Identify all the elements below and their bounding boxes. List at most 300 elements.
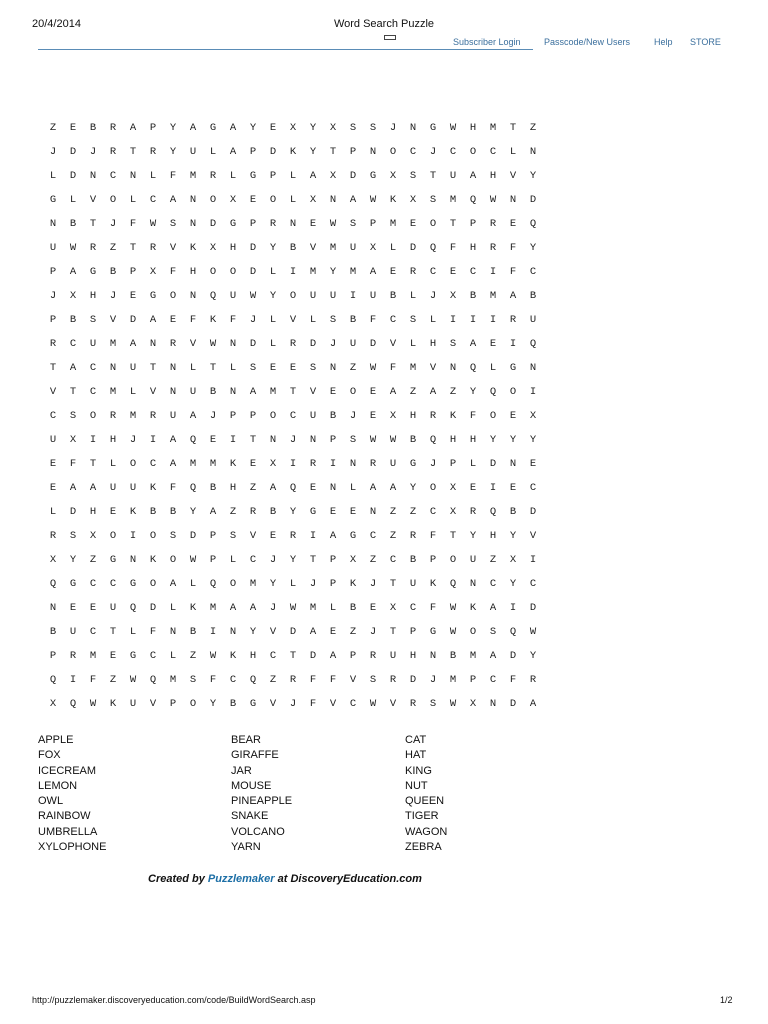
grid-letter: D xyxy=(489,458,497,470)
grid-letter: M xyxy=(249,578,257,590)
grid-letter: V xyxy=(309,386,317,398)
grid-letter: W xyxy=(129,674,137,686)
grid-letter: N xyxy=(169,626,177,638)
grid-letter: S xyxy=(229,530,237,542)
grid-letter: T xyxy=(449,530,457,542)
grid-letter: G xyxy=(89,266,97,278)
grid-letter: Z xyxy=(109,674,117,686)
grid-letter: P xyxy=(209,530,217,542)
grid-letter: J xyxy=(249,314,257,326)
grid-letter: T xyxy=(49,362,57,374)
grid-letter: T xyxy=(249,434,257,446)
grid-row xyxy=(43,284,543,308)
grid-letter: F xyxy=(389,362,397,374)
grid-letter: M xyxy=(89,650,97,662)
grid-letter: Y xyxy=(509,434,517,446)
grid-letter: O xyxy=(89,410,97,422)
grid-letter: P xyxy=(329,578,337,590)
grid-letter: F xyxy=(309,674,317,686)
grid-letter: C xyxy=(489,146,497,158)
grid-letter: G xyxy=(69,578,77,590)
grid-letter: T xyxy=(449,218,457,230)
grid-letter: C xyxy=(409,602,417,614)
grid-letter: O xyxy=(109,194,117,206)
grid-letter: D xyxy=(309,650,317,662)
grid-letter: Z xyxy=(349,626,357,638)
grid-letter: M xyxy=(109,338,117,350)
grid-letter: I xyxy=(89,434,97,446)
grid-letter: N xyxy=(189,218,197,230)
grid-letter: U xyxy=(389,458,397,470)
grid-letter: W xyxy=(149,218,157,230)
word-item: SNAKE xyxy=(231,810,269,823)
grid-letter: F xyxy=(149,626,157,638)
grid-letter: C xyxy=(469,266,477,278)
grid-letter: L xyxy=(169,602,177,614)
grid-row xyxy=(43,668,543,692)
grid-letter: K xyxy=(429,578,437,590)
grid-letter: M xyxy=(209,602,217,614)
grid-letter: K xyxy=(109,698,117,710)
word-item: MOUSE xyxy=(231,779,272,792)
grid-letter: Y xyxy=(529,650,537,662)
word-item: TIGER xyxy=(405,810,439,823)
grid-letter: A xyxy=(189,122,197,134)
grid-letter: X xyxy=(529,410,537,422)
grid-letter: L xyxy=(109,458,117,470)
grid-letter: H xyxy=(409,650,417,662)
grid-letter: G xyxy=(109,554,117,566)
grid-letter: N xyxy=(529,362,537,374)
grid-letter: U xyxy=(49,434,57,446)
grid-letter: D xyxy=(209,218,217,230)
grid-letter: M xyxy=(129,410,137,422)
grid-letter: E xyxy=(89,602,97,614)
grid-row xyxy=(43,500,543,524)
grid-letter: C xyxy=(429,266,437,278)
grid-row xyxy=(43,476,543,500)
grid-letter: B xyxy=(329,410,337,422)
grid-letter: N xyxy=(89,170,97,182)
grid-letter: L xyxy=(189,578,197,590)
grid-letter: E xyxy=(269,530,277,542)
grid-letter: Y xyxy=(469,386,477,398)
grid-letter: J xyxy=(429,674,437,686)
grid-letter: Z xyxy=(269,674,277,686)
word-item: PINEAPPLE xyxy=(231,795,293,808)
grid-letter: P xyxy=(49,266,57,278)
grid-letter: W xyxy=(209,338,217,350)
grid-letter: R xyxy=(409,266,417,278)
grid-letter: W xyxy=(209,650,217,662)
nav-link-store[interactable]: STORE xyxy=(690,37,721,47)
grid-letter: E xyxy=(329,506,337,518)
grid-letter: Q xyxy=(509,626,517,638)
grid-letter: X xyxy=(469,698,477,710)
grid-letter: K xyxy=(349,578,357,590)
grid-letter: G xyxy=(349,530,357,542)
grid-letter: L xyxy=(409,338,417,350)
word-item: QUEEN xyxy=(405,795,445,808)
grid-letter: J xyxy=(269,602,277,614)
grid-letter: S xyxy=(169,218,177,230)
grid-letter: I xyxy=(329,458,337,470)
grid-letter: K xyxy=(289,146,297,158)
grid-letter: K xyxy=(209,314,217,326)
grid-letter: D xyxy=(409,674,417,686)
grid-letter: S xyxy=(489,626,497,638)
grid-letter: I xyxy=(489,266,497,278)
page-title: Word Search Puzzle xyxy=(333,18,435,30)
grid-letter: X xyxy=(49,698,57,710)
grid-letter: N xyxy=(129,170,137,182)
grid-letter: U xyxy=(529,314,537,326)
grid-letter: Z xyxy=(369,554,377,566)
grid-letter: T xyxy=(309,554,317,566)
grid-letter: N xyxy=(309,434,317,446)
grid-letter: H xyxy=(249,650,257,662)
grid-letter: E xyxy=(129,290,137,302)
grid-letter: V xyxy=(429,362,437,374)
grid-letter: F xyxy=(509,266,517,278)
grid-letter: F xyxy=(509,674,517,686)
grid-letter: C xyxy=(89,386,97,398)
grid-letter: O xyxy=(349,386,357,398)
grid-letter: H xyxy=(409,410,417,422)
grid-letter: T xyxy=(109,626,117,638)
grid-letter: B xyxy=(409,554,417,566)
grid-letter: O xyxy=(149,578,157,590)
grid-letter: K xyxy=(229,458,237,470)
grid-letter: S xyxy=(349,122,357,134)
grid-letter: L xyxy=(149,170,157,182)
grid-letter: N xyxy=(429,650,437,662)
grid-letter: J xyxy=(109,218,117,230)
grid-letter: R xyxy=(109,146,117,158)
grid-letter: V xyxy=(149,698,157,710)
grid-letter: C xyxy=(149,194,157,206)
grid-letter: M xyxy=(409,362,417,374)
grid-letter: J xyxy=(369,578,377,590)
grid-letter: R xyxy=(389,674,397,686)
grid-letter: H xyxy=(229,482,237,494)
grid-letter: B xyxy=(89,122,97,134)
grid-letter: M xyxy=(269,386,277,398)
grid-letter: C xyxy=(89,362,97,374)
grid-letter: M xyxy=(189,458,197,470)
grid-letter: V xyxy=(49,386,57,398)
grid-letter: U xyxy=(469,554,477,566)
grid-letter: J xyxy=(389,122,397,134)
grid-letter: B xyxy=(409,434,417,446)
grid-letter: Y xyxy=(249,122,257,134)
grid-letter: W xyxy=(369,434,377,446)
grid-letter: U xyxy=(109,482,117,494)
grid-letter: U xyxy=(309,410,317,422)
nav-link-subscriber-login[interactable]: Subscriber Login xyxy=(453,37,521,47)
grid-letter: Q xyxy=(209,290,217,302)
grid-row xyxy=(43,428,543,452)
grid-letter: C xyxy=(449,146,457,158)
grid-letter: R xyxy=(489,242,497,254)
word-item: NUT xyxy=(405,779,428,792)
grid-letter: R xyxy=(289,530,297,542)
grid-letter: V xyxy=(349,674,357,686)
word-list xyxy=(38,733,498,855)
grid-letter: N xyxy=(149,338,157,350)
grid-letter: S xyxy=(69,530,77,542)
grid-row xyxy=(43,116,543,140)
title-marker xyxy=(384,35,396,40)
grid-letter: A xyxy=(129,122,137,134)
grid-letter: U xyxy=(449,170,457,182)
grid-letter: Y xyxy=(269,242,277,254)
grid-letter: L xyxy=(349,482,357,494)
grid-letter: B xyxy=(209,386,217,398)
grid-letter: X xyxy=(209,242,217,254)
grid-row xyxy=(43,572,543,596)
grid-letter: M xyxy=(449,674,457,686)
grid-letter: I xyxy=(289,458,297,470)
grid-letter: L xyxy=(389,242,397,254)
grid-letter: X xyxy=(149,266,157,278)
grid-letter: E xyxy=(49,482,57,494)
grid-row xyxy=(43,644,543,668)
grid-letter: L xyxy=(129,386,137,398)
word-item: BEAR xyxy=(231,734,261,746)
grid-letter: X xyxy=(389,602,397,614)
grid-letter: N xyxy=(469,578,477,590)
grid-letter: Z xyxy=(109,242,117,254)
grid-letter: G xyxy=(249,170,257,182)
grid-letter: N xyxy=(529,146,537,158)
grid-letter: V xyxy=(189,338,197,350)
grid-letter: P xyxy=(449,458,457,470)
grid-letter: I xyxy=(309,530,317,542)
grid-letter: N xyxy=(49,218,57,230)
grid-letter: F xyxy=(189,314,197,326)
grid-letter: X xyxy=(269,458,277,470)
nav-link-help[interactable]: Help xyxy=(654,37,673,47)
grid-letter: E xyxy=(249,458,257,470)
grid-letter: Q xyxy=(469,362,477,374)
grid-letter: E xyxy=(269,362,277,374)
word-item: KING xyxy=(405,764,432,777)
grid-letter: X xyxy=(389,410,397,422)
grid-letter: P xyxy=(349,146,357,158)
grid-letter: A xyxy=(469,170,477,182)
grid-letter: R xyxy=(429,410,437,422)
grid-letter: C xyxy=(49,410,57,422)
grid-letter: S xyxy=(449,338,457,350)
grid-letter: V xyxy=(509,170,517,182)
grid-letter: Z xyxy=(189,650,197,662)
grid-letter: P xyxy=(269,170,277,182)
grid-letter: P xyxy=(329,554,337,566)
grid-letter: E xyxy=(489,338,497,350)
grid-letter: J xyxy=(89,146,97,158)
grid-letter: C xyxy=(89,578,97,590)
grid-letter: Y xyxy=(269,290,277,302)
grid-letter: D xyxy=(409,242,417,254)
grid-letter: C xyxy=(249,554,257,566)
grid-row xyxy=(43,140,543,164)
grid-letter: T xyxy=(129,242,137,254)
grid-letter: M xyxy=(309,266,317,278)
grid-letter: G xyxy=(229,218,237,230)
grid-letter: J xyxy=(209,410,217,422)
grid-letter: I xyxy=(529,554,537,566)
grid-letter: N xyxy=(189,194,197,206)
grid-letter: P xyxy=(169,698,177,710)
grid-row xyxy=(43,332,543,356)
grid-letter: F xyxy=(429,530,437,542)
grid-letter: Q xyxy=(149,674,157,686)
grid-letter: A xyxy=(169,434,177,446)
grid-letter: O xyxy=(209,266,217,278)
grid-letter: O xyxy=(429,218,437,230)
grid-letter: A xyxy=(329,530,337,542)
grid-letter: X xyxy=(369,242,377,254)
grid-letter: O xyxy=(229,266,237,278)
grid-letter: C xyxy=(149,458,157,470)
grid-letter: R xyxy=(269,218,277,230)
grid-letter: Y xyxy=(269,578,277,590)
grid-letter: X xyxy=(389,170,397,182)
grid-letter: L xyxy=(309,314,317,326)
grid-letter: E xyxy=(69,602,77,614)
grid-letter: M xyxy=(489,290,497,302)
grid-letter: S xyxy=(309,362,317,374)
grid-letter: U xyxy=(329,290,337,302)
grid-letter: W xyxy=(249,290,257,302)
grid-letter: W xyxy=(489,194,497,206)
grid-letter: L xyxy=(329,602,337,614)
grid-letter: Z xyxy=(49,122,57,134)
grid-letter: S xyxy=(369,674,377,686)
grid-letter: Y xyxy=(489,434,497,446)
grid-letter: U xyxy=(369,290,377,302)
grid-letter: Y xyxy=(509,578,517,590)
grid-letter: R xyxy=(209,170,217,182)
grid-letter: O xyxy=(189,698,197,710)
grid-letter: B xyxy=(109,266,117,278)
word-item: OWL xyxy=(38,795,64,808)
grid-letter: L xyxy=(289,170,297,182)
grid-letter: C xyxy=(409,146,417,158)
print-date: 20/4/2014 xyxy=(32,18,81,30)
grid-row xyxy=(43,404,543,428)
word-item: GIRAFFE xyxy=(231,749,279,762)
grid-letter: D xyxy=(349,170,357,182)
grid-letter: W xyxy=(369,362,377,374)
grid-letter: Q xyxy=(249,674,257,686)
grid-letter: L xyxy=(509,146,517,158)
grid-letter: L xyxy=(209,146,217,158)
grid-letter: B xyxy=(149,506,157,518)
grid-letter: V xyxy=(309,242,317,254)
grid-letter: P xyxy=(349,650,357,662)
grid-letter: A xyxy=(169,458,177,470)
grid-letter: J xyxy=(429,146,437,158)
grid-letter: X xyxy=(229,194,237,206)
grid-letter: G xyxy=(129,578,137,590)
grid-letter: Y xyxy=(189,506,197,518)
grid-letter: R xyxy=(109,122,117,134)
grid-letter: L xyxy=(269,338,277,350)
grid-letter: E xyxy=(369,386,377,398)
grid-letter: X xyxy=(69,434,77,446)
grid-letter: R xyxy=(289,338,297,350)
grid-letter: I xyxy=(129,530,137,542)
grid-letter: W xyxy=(369,698,377,710)
grid-letter: Y xyxy=(289,506,297,518)
grid-letter: F xyxy=(429,602,437,614)
grid-letter: E xyxy=(289,362,297,374)
grid-letter: R xyxy=(169,338,177,350)
credit-line xyxy=(148,873,422,885)
grid-letter: I xyxy=(469,314,477,326)
word-item: RAINBOW xyxy=(38,810,91,823)
grid-letter: I xyxy=(69,674,77,686)
grid-letter: F xyxy=(469,410,477,422)
grid-letter: X xyxy=(449,506,457,518)
grid-letter: D xyxy=(309,338,317,350)
grid-letter: Z xyxy=(249,482,257,494)
grid-letter: F xyxy=(329,674,337,686)
grid-letter: Y xyxy=(169,122,177,134)
nav-link-passcode-new-users[interactable]: Passcode/New Users xyxy=(544,37,631,47)
credit-prefix: Created by xyxy=(148,873,208,885)
grid-letter: M xyxy=(189,170,197,182)
grid-letter: A xyxy=(169,578,177,590)
grid-letter: K xyxy=(449,410,457,422)
grid-letter: O xyxy=(389,146,397,158)
grid-letter: O xyxy=(449,554,457,566)
grid-letter: M xyxy=(329,242,337,254)
grid-letter: B xyxy=(449,650,457,662)
grid-letter: N xyxy=(329,482,337,494)
grid-letter: Z xyxy=(409,386,417,398)
grid-letter: N xyxy=(449,362,457,374)
grid-letter: U xyxy=(49,242,57,254)
grid-letter: G xyxy=(429,122,437,134)
grid-letter: C xyxy=(529,266,537,278)
grid-letter: F xyxy=(89,674,97,686)
grid-letter: R xyxy=(409,698,417,710)
puzzlemaker-link[interactable]: Puzzlemaker xyxy=(207,873,275,885)
grid-letter: Q xyxy=(469,194,477,206)
grid-letter: D xyxy=(269,146,277,158)
grid-letter: T xyxy=(389,626,397,638)
grid-letter: E xyxy=(529,458,537,470)
grid-letter: N xyxy=(229,386,237,398)
grid-letter: E xyxy=(109,506,117,518)
grid-letter: U xyxy=(229,290,237,302)
grid-letter: V xyxy=(169,242,177,254)
grid-letter: X xyxy=(49,554,57,566)
grid-letter: F xyxy=(169,170,177,182)
grid-letter: N xyxy=(229,626,237,638)
grid-letter: J xyxy=(429,458,437,470)
grid-letter: Y xyxy=(469,530,477,542)
grid-letter: L xyxy=(289,578,297,590)
grid-letter: P xyxy=(49,314,57,326)
grid-letter: R xyxy=(469,506,477,518)
grid-letter: V xyxy=(109,314,117,326)
grid-letter: D xyxy=(529,506,537,518)
grid-letter: R xyxy=(89,242,97,254)
